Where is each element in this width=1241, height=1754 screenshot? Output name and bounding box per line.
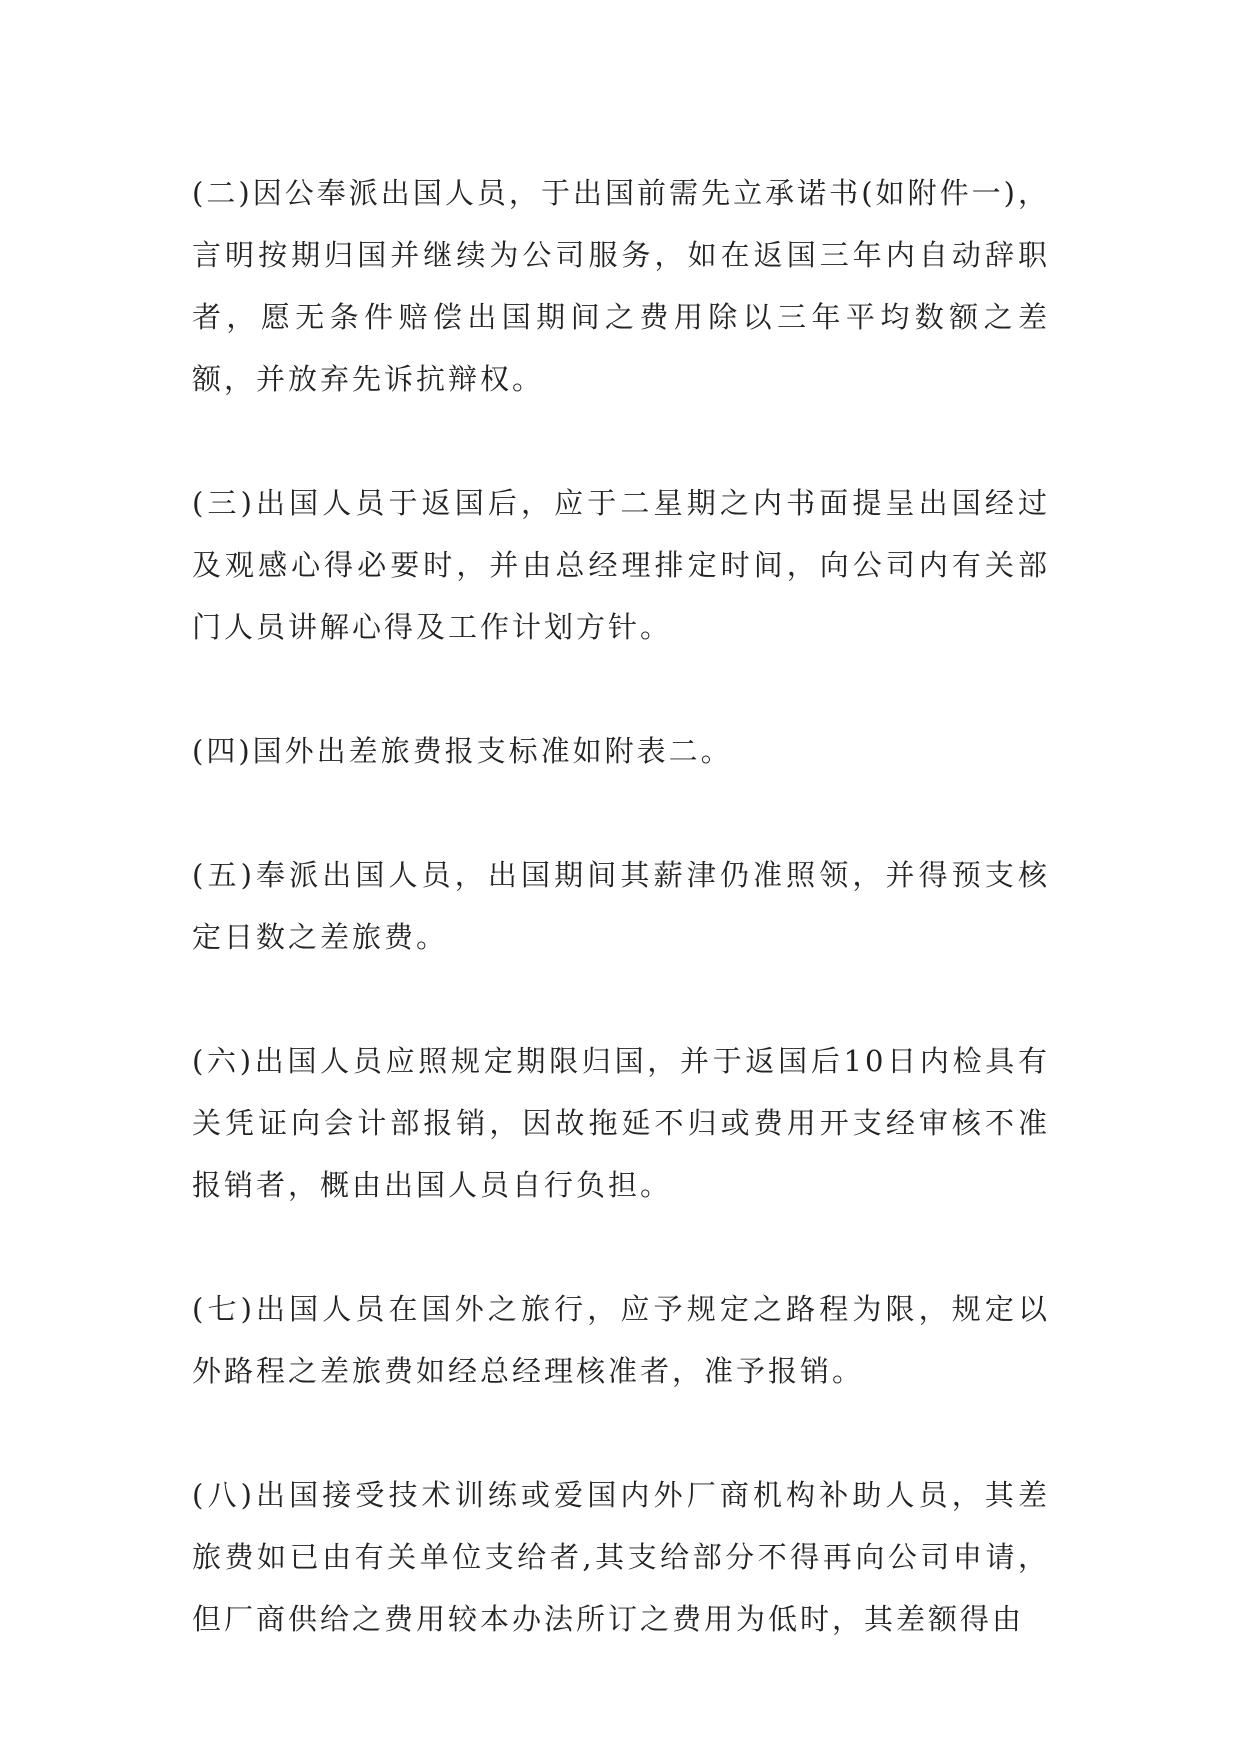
paragraph-2: (二)因公奉派出国人员，于出国前需先立承诺书(如附件一)，言明按期归国并继续为公司服务，如在返国三年内自动辞职者，愿无条件赔偿出国期间之费用除以三年平均数额之差额，并放弃先诉抗辩权。 bbox=[192, 176, 1050, 396]
document-body bbox=[192, 162, 1050, 1650]
paragraph-7: (七)出国人员在国外之旅行，应予规定之路程为限，规定以外路程之差旅费如经总经理核准者，准予报销。 bbox=[192, 1292, 1050, 1388]
paragraph-8: (八)出国接受技术训练或爱国内外厂商机构补助人员，其差旅费如已由有关单位支给者,其支给部分不得再向公司申请，但厂商供给之费用较本办法所订之费用为低时，其差额得由 bbox=[192, 1478, 1050, 1636]
paragraph-3: (三)出国人员于返国后，应于二星期之内书面提呈出国经过及观感心得必要时，并由总经理排定时间，向公司内有关部门人员讲解心得及工作计划方针。 bbox=[192, 486, 1050, 644]
paragraph-6: (六)出国人员应照规定期限归国，并于返国后10日内检具有关凭证向会计部报销，因故拖延不归或费用开支经审核不准报销者，概由出国人员自行负担。 bbox=[192, 1044, 1050, 1202]
paragraph-4: (四)国外出差旅费报支标准如附表二。 bbox=[192, 734, 733, 768]
paragraph-5: (五)奉派出国人员，出国期间其薪津仍准照领，并得预支核定日数之差旅费。 bbox=[192, 858, 1050, 954]
